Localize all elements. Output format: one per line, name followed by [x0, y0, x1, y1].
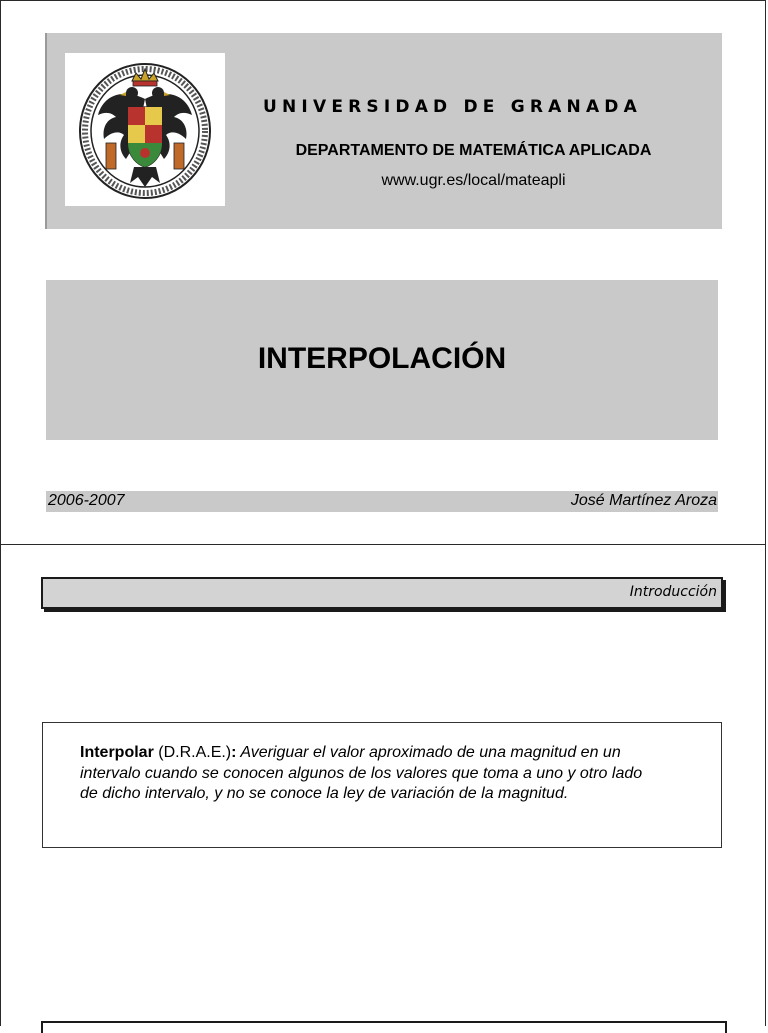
- definition-text: [80, 743, 660, 805]
- seal-box: [65, 53, 225, 206]
- definition-description: Averiguar el valor aproximado de una magnitud en un intervalo cuando se conocen algunos de los valores que toma a uno y otro lado de dicho intervalo, y no se conoce la ley de variación de la magnitud.: [80, 744, 643, 802]
- footer-band: [46, 491, 718, 512]
- website-url: www.ugr.es/local/mateapli: [381, 172, 566, 189]
- department-name: DEPARTAMENTO DE MATEMÁTICA APLICADA: [295, 142, 652, 159]
- title-band: [46, 280, 718, 440]
- header-band: [45, 33, 722, 229]
- presentation-title: INTERPOLACIÓN: [257, 342, 507, 375]
- slide-2: [0, 544, 766, 1026]
- section-header-bar: [41, 577, 723, 609]
- university-name: UNIVERSIDAD DE GRANADA: [263, 97, 642, 117]
- section-title: Introducción: [629, 584, 717, 600]
- definition-colon: :: [231, 744, 237, 761]
- definition-term: Interpolar: [80, 744, 154, 761]
- next-section-bar: [41, 1021, 727, 1033]
- university-seal-icon: [76, 59, 214, 201]
- author-name: José Martínez Aroza: [570, 492, 717, 509]
- academic-year: 2006-2007: [48, 492, 125, 509]
- definition-box: [42, 722, 722, 848]
- definition-source: (D.R.A.E.): [153, 744, 232, 761]
